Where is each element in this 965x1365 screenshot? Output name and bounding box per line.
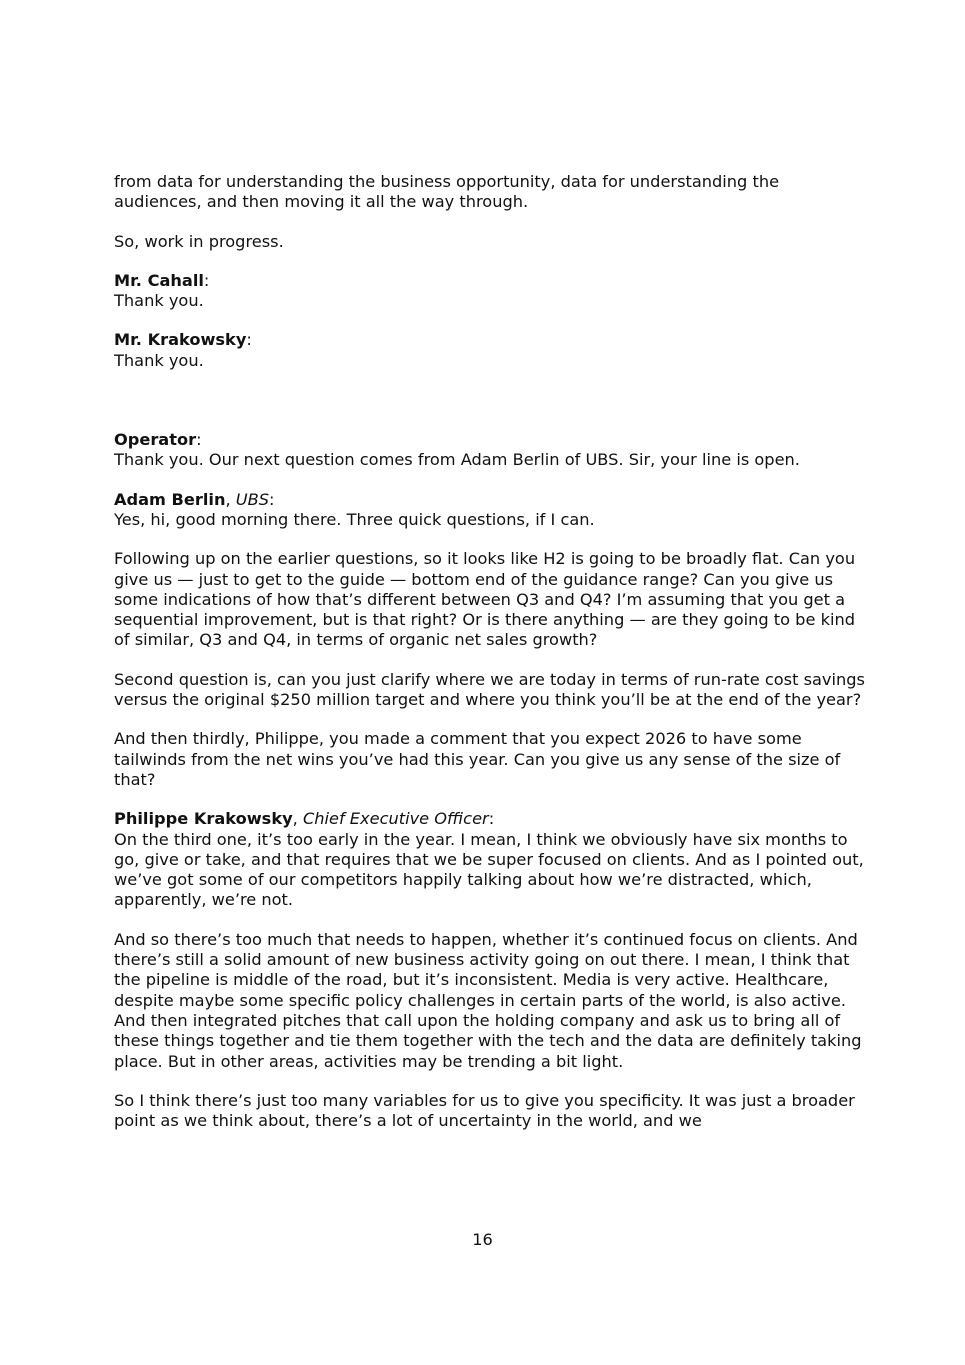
speaker-text: Thank you. Our next question comes from Adam Berlin of UBS. Sir, your line is open. [114,450,800,470]
speaker-name: Mr. Cahall [114,270,204,290]
speaker-block-berlin [114,490,866,531]
speaker-block-cahall [114,271,866,312]
question-two: Second question is, can you just clarify where we are today in terms of run-rate cost savings versus the original $250 million target and where you think you’ll be at the end of the year? [114,669,865,710]
speaker-name: Adam Berlin [114,489,226,509]
speaker-separator: , [225,489,236,509]
speaker-separator: , [292,809,303,829]
speaker-label-krakowsky [114,330,866,350]
page-number: 16 [472,1230,493,1249]
speaker-colon: : [196,430,202,450]
speaker-label-berlin [114,490,866,510]
speaker-text: Thank you. [114,291,204,311]
question-one: Following up on the earlier questions, so it looks like H2 is going to be broadly flat. Can you give us — just to get to the guide — bottom end of the guidance range? Can you give us some indications of how that’s different between Q3 and Q4? I’m assuming that you get a sequential improvement, but is that right? Or is there anything — are they going to be kind of similar, Q3 and Q4, in terms of organic net sales growth? [114,549,856,650]
paragraph-continued: from data for understanding the business opportunity, data for understanding the audiences, and then moving it all the way through. [114,172,780,212]
speaker-colon: : [269,489,275,509]
speaker-name: Mr. Krakowsky [114,330,247,350]
speaker-text: Thank you. [114,350,204,370]
question-three: And then thirdly, Philippe, you made a comment that you expect 2026 to have some tailwinds from the net wins you’ve had this year. Can you give us any sense of the size of that? [114,729,841,789]
speaker-block-krakowsky [114,330,866,371]
speaker-label-cahall [114,271,866,291]
speaker-text: On the third one, it’s too early in the year. I mean, I think we obviously have six months to go, give or take, and that requires that we be super focused on clients. And as I pointed out, we’ve got some of our competitors happily talking about how we’re distracted, which, apparently, we’re not. [114,829,864,910]
speaker-title: Chief Executive Officer [302,809,489,829]
speaker-text: Yes, hi, good morning there. Three quick questions, if I can. [114,509,595,529]
answer-paragraph-two: And so there’s too much that needs to happen, whether it’s continued focus on clients. And there’s still a solid amount of new business activity going on out there. I mean, I think that the pipeline is middle of the road, but it’s inconsistent. Media is very active. Healthcare, despite maybe some specific policy challenges in certain parts of the world, is also active. And then integrated pitches that call upon the holding company and ask us to bring all of these things together and tie them together with the tech and the data are definitely taking place. But in other areas, activities may be trending a bit light. [114,929,862,1071]
speaker-label-operator [114,430,866,450]
speaker-affiliation: UBS [235,489,269,509]
speaker-colon: : [488,809,495,829]
speaker-block-philippe [114,809,866,910]
speaker-colon: : [246,330,252,350]
speaker-name: Philippe Krakowsky [114,809,293,829]
paragraph-work-in-progress: So, work in progress. [114,231,284,251]
answer-paragraph-three: So I think there’s just too many variables for us to give you specificity. It was just a broader point as we think about, there’s a lot of uncertainty in the world, and we [114,1090,855,1131]
speaker-name: Operator [114,430,197,450]
speaker-label-philippe [114,809,866,829]
speaker-colon: : [203,270,210,290]
transcript-page [114,172,866,1150]
speaker-block-operator [114,430,866,471]
